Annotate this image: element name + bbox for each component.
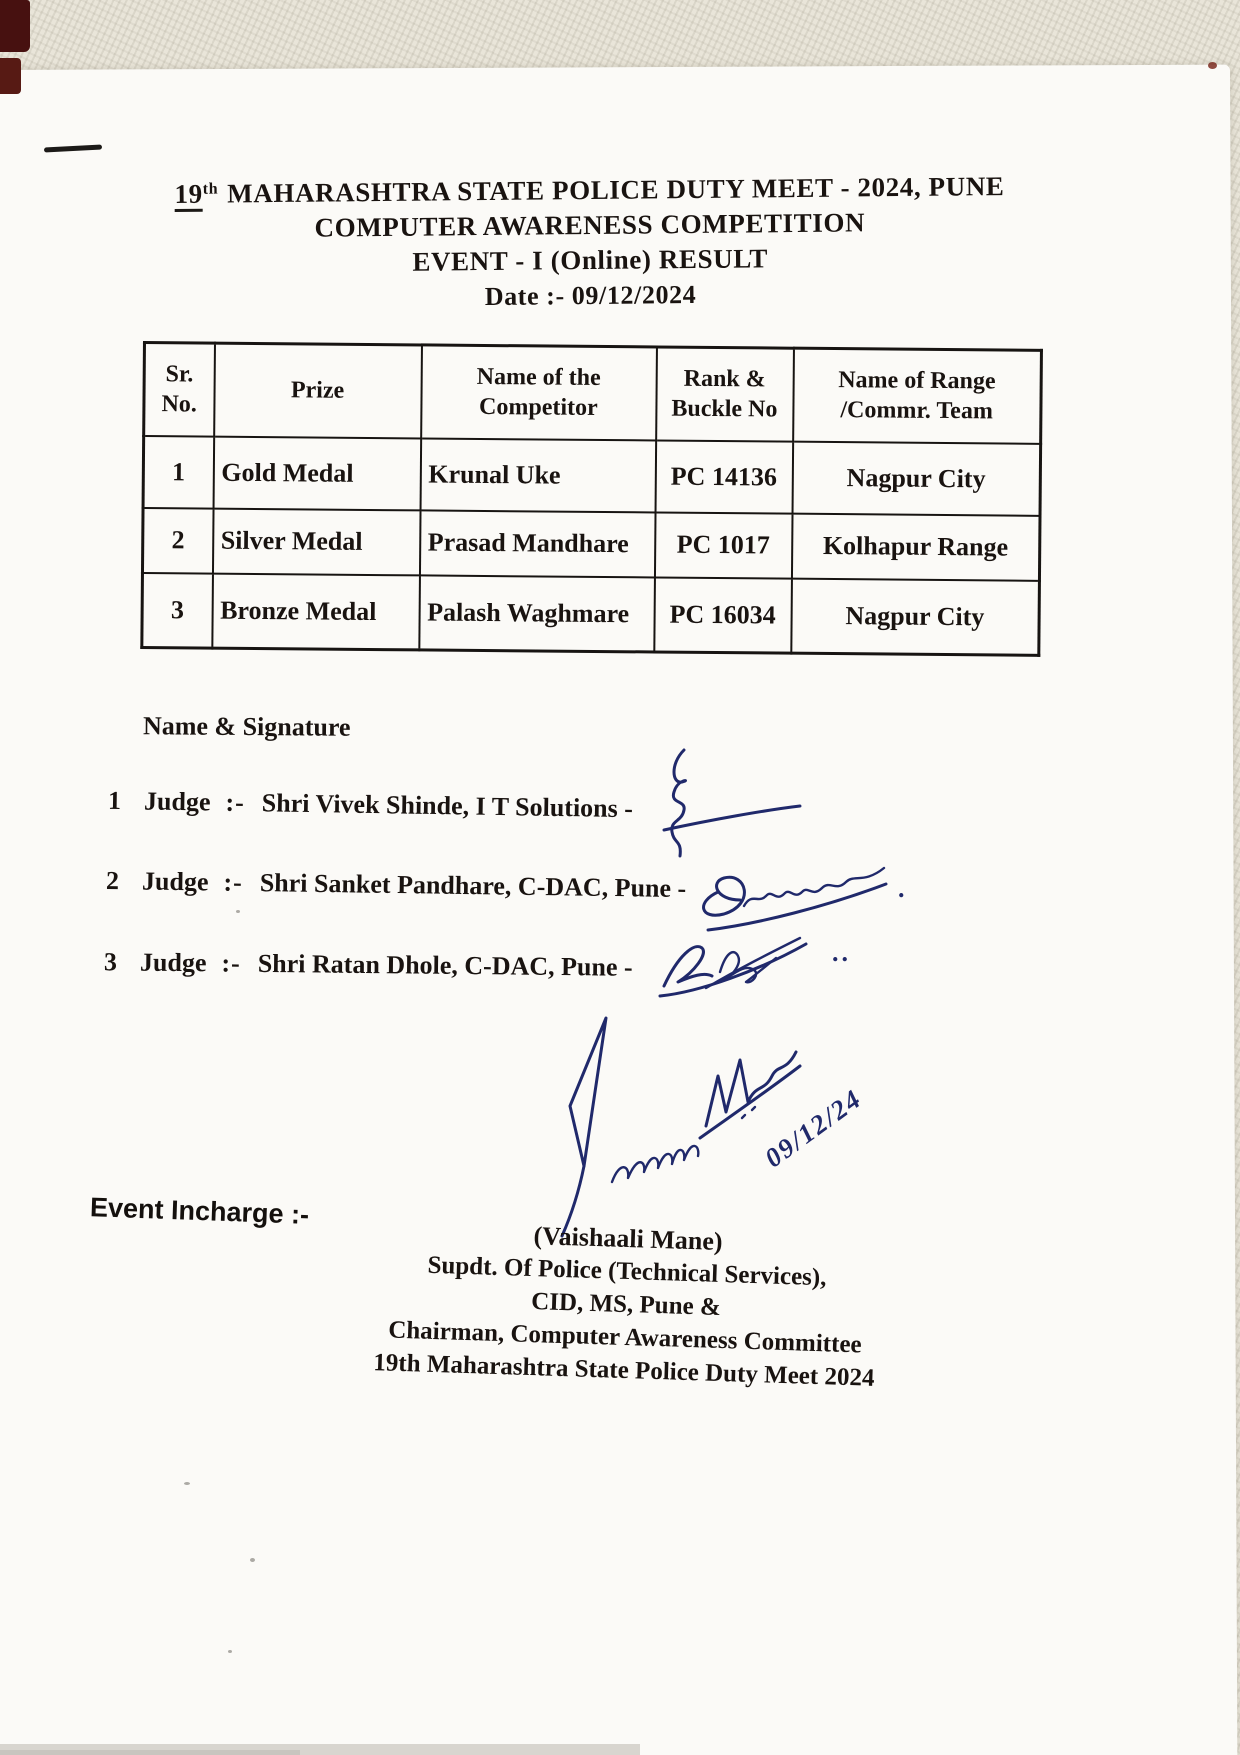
result-table-container <box>140 341 1043 657</box>
scan-speck <box>228 1650 232 1653</box>
header-sr-no: Sr. No. <box>144 343 215 437</box>
title-line-1-text: MAHARASHTRA STATE POLICE DUTY MEET - 2024, PUNE <box>227 171 1005 209</box>
scan-speck <box>184 1482 190 1485</box>
judge-number: 1 <box>107 785 122 816</box>
judge-2-trailing-mark: . <box>898 874 908 903</box>
incharge-designation: CID, MS, Pune & <box>530 1288 722 1321</box>
judge-word: Judge <box>141 866 209 897</box>
table-header-row <box>144 343 1042 444</box>
cell-prize: Silver Medal <box>212 508 420 575</box>
incharge-designation: Chairman, Computer Awareness Committee <box>387 1316 863 1359</box>
event-incharge-label: Event Incharge :- <box>89 1192 310 1230</box>
judge-word: Judge <box>139 947 207 978</box>
table-row <box>142 508 1040 581</box>
judge-3-trailing-mark: .. <box>832 938 851 967</box>
cell-competitor: Krunal Uke <box>420 438 656 512</box>
scan-corner-mark <box>0 0 30 52</box>
scan-edge-strip <box>0 1750 300 1755</box>
document-header <box>69 163 1110 318</box>
scan-corner-mark <box>0 58 21 94</box>
cell-competitor: Palash Waghmare <box>419 575 655 652</box>
cell-prize: Bronze Medal <box>212 573 420 650</box>
table-row <box>143 436 1041 516</box>
title-date-line: Date :- 09/12/2024 <box>484 279 697 312</box>
table-row <box>142 573 1040 656</box>
signature-section-heading: Name & Signature <box>142 711 351 742</box>
document-page <box>0 65 1237 1755</box>
judge-word: Judge <box>143 786 211 817</box>
cell-rank: PC 1017 <box>654 512 792 578</box>
meet-number-suffix: th <box>202 180 219 198</box>
incharge-name-block <box>316 1212 937 1396</box>
judge-name: Shri Ratan Dhole, C-DAC, Pune - <box>257 948 633 982</box>
cell-range: Kolhapur Range <box>791 513 1040 580</box>
cell-sr: 2 <box>142 508 213 574</box>
judge-separator: :- <box>225 787 246 818</box>
scan-speck <box>236 910 240 913</box>
cell-prize: Gold Medal <box>213 436 421 510</box>
scan-corner-mark <box>1208 62 1217 69</box>
title-line-2: COMPUTER AWARENESS COMPETITION <box>314 207 866 243</box>
incharge-designation: Supdt. Of Police (Technical Services), <box>427 1251 827 1292</box>
handwritten-date: 09/12/24 <box>759 1083 868 1174</box>
cell-range: Nagpur City <box>791 578 1040 655</box>
header-rank-buckle: Rank & Buckle No <box>656 347 794 441</box>
cell-rank: PC 16034 <box>654 577 792 653</box>
incharge-name: (Vaishaali Mane) <box>533 1221 723 1256</box>
judge-separator: :- <box>223 867 244 897</box>
incharge-designation: 19th Maharashtra State Police Duty Meet 2024 <box>372 1349 875 1392</box>
cell-rank: PC 14136 <box>655 440 793 513</box>
cell-sr: 1 <box>143 436 214 509</box>
header-competitor: Name of the Competitor <box>421 345 657 440</box>
meet-number: 19 <box>174 179 203 212</box>
scan-speck <box>250 1558 255 1562</box>
cell-sr: 3 <box>142 573 213 649</box>
incharge-signature <box>528 956 808 1248</box>
judge-name: Shri Sanket Pandhare, C-DAC, Pune - <box>259 868 687 904</box>
cell-competitor: Prasad Mandhare <box>419 510 655 577</box>
judge-number: 2 <box>105 865 120 896</box>
judge-number: 3 <box>103 947 118 977</box>
judge-name: Shri Vivek Shinde, I T Solutions - <box>261 788 634 824</box>
header-range-team: Name of Range /Commr. Team <box>793 348 1042 443</box>
title-line-3: EVENT - I (Online) RESULT <box>412 243 769 277</box>
judge-separator: :- <box>221 948 241 978</box>
cell-range: Nagpur City <box>792 441 1041 515</box>
header-prize: Prize <box>214 343 422 438</box>
result-table <box>140 341 1043 657</box>
